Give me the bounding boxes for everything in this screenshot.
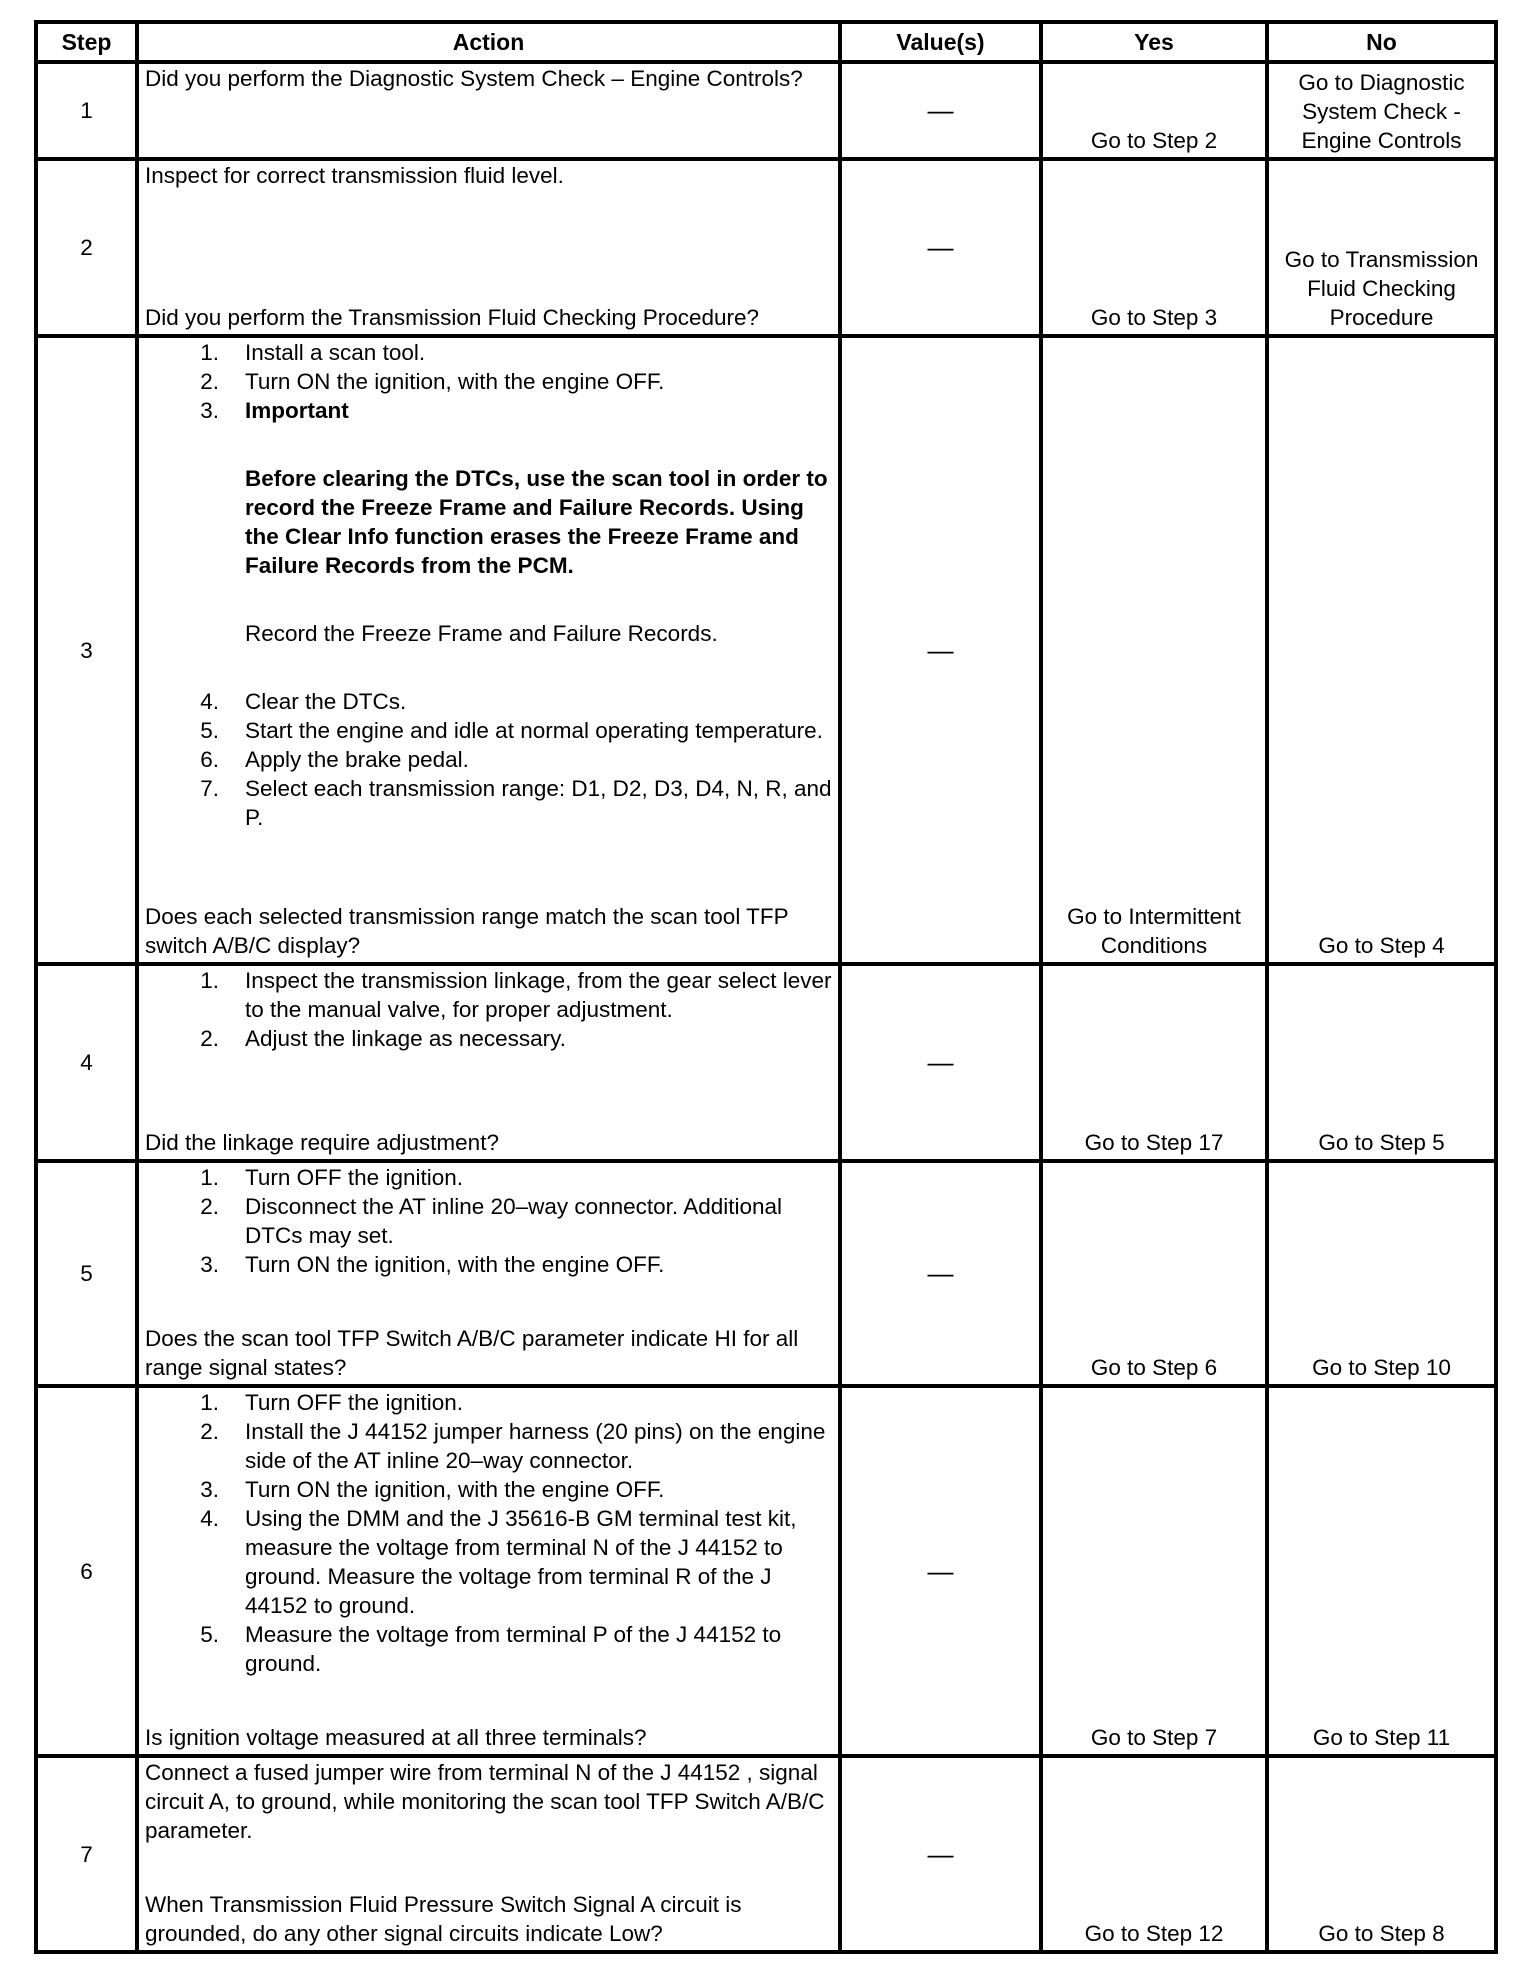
value-cell: — (840, 159, 1041, 336)
step-number: 6 (36, 1386, 137, 1756)
list-item: 1. Turn OFF the ignition. (200, 1165, 464, 1190)
action-steps (145, 966, 834, 1053)
header-row (36, 22, 1496, 62)
no-cell: Go to Step 5 (1267, 964, 1496, 1161)
no-cell: Go to Step 11 (1267, 1386, 1496, 1756)
important-label: Important (245, 398, 349, 423)
yes-cell: Go to Step 3 (1041, 159, 1267, 336)
table-row (36, 1756, 1496, 1952)
action-cell (137, 1386, 840, 1756)
list-item: 2. Turn ON the ignition, with the engine OFF. (200, 369, 665, 394)
header-values: Value(s) (840, 22, 1041, 62)
list-item: 7. Select each transmission range: D1, D2, D3, D4, N, R, and P. (200, 776, 832, 830)
action-steps (145, 1388, 834, 1678)
list-item: 3. Turn ON the ignition, with the engine OFF. (200, 1252, 665, 1277)
list-item: 5. Start the engine and idle at normal operating temperature. (200, 718, 823, 743)
value-cell: — (840, 1756, 1041, 1952)
table-row (36, 1386, 1496, 1756)
step-number: 3 (36, 336, 137, 964)
header-action: Action (137, 22, 840, 62)
diagnostic-table (34, 20, 1498, 1954)
list-item: 2. Install the J 44152 jumper harness (20 pins) on the engine side of the AT inline 20–way connector. (200, 1419, 826, 1473)
value-cell: — (840, 336, 1041, 964)
yes-cell: Go to Step 6 (1041, 1161, 1267, 1386)
list-item: 1. Turn OFF the ignition. (200, 1390, 464, 1415)
action-cell (137, 1161, 840, 1386)
action-question: Did you perform the Diagnostic System Check – Engine Controls? (145, 66, 803, 91)
action-question: Does each selected transmission range match the scan tool TFP switch A/B/C display? (145, 904, 789, 958)
no-cell: Go to Step 4 (1267, 336, 1496, 964)
action-question: Does the scan tool TFP Switch A/B/C parameter indicate HI for all range signal states? (145, 1326, 799, 1380)
header-yes: Yes (1041, 22, 1267, 62)
action-steps (145, 1163, 834, 1279)
list-item: 1. Inspect the transmission linkage, from the gear select lever to the manual valve, for proper adjustment. (200, 968, 832, 1022)
action-cell (137, 964, 840, 1161)
action-cell (137, 336, 840, 964)
table-row (36, 336, 1496, 964)
table-row (36, 62, 1496, 159)
yes-cell: Go to Step 17 (1041, 964, 1267, 1161)
table-row (36, 159, 1496, 336)
step-number: 2 (36, 159, 137, 336)
no-cell: Go to Transmission Fluid Checking Procedure (1267, 159, 1496, 336)
action-intro: Connect a fused jumper wire from terminal N of the J 44152 , signal circuit A, to ground, while monitoring the scan tool TFP Switch A/B/C parameter. (145, 1760, 825, 1843)
header-no: No (1267, 22, 1496, 62)
value-cell: — (840, 62, 1041, 159)
no-cell: Go to Step 10 (1267, 1161, 1496, 1386)
list-item: 4. Clear the DTCs. (200, 689, 407, 714)
list-item: 2. Disconnect the AT inline 20–way connector. Additional DTCs may set. (200, 1194, 783, 1248)
record-note: Record the Freeze Frame and Failure Records. (245, 621, 718, 646)
step-number: 1 (36, 62, 137, 159)
table-row (36, 1161, 1496, 1386)
yes-cell: Go to Step 2 (1041, 62, 1267, 159)
action-question: Did you perform the Transmission Fluid Checking Procedure? (145, 305, 760, 330)
value-cell: — (840, 1386, 1041, 1756)
step-number: 4 (36, 964, 137, 1161)
action-question: Is ignition voltage measured at all three terminals? (145, 1725, 647, 1750)
yes-cell: Go to Intermittent Conditions (1041, 336, 1267, 964)
list-item: 6. Apply the brake pedal. (200, 747, 469, 772)
list-item: 2. Adjust the linkage as necessary. (200, 1026, 567, 1051)
list-item: 1. Install a scan tool. (200, 340, 426, 365)
header-step: Step (36, 22, 137, 62)
yes-cell: Go to Step 12 (1041, 1756, 1267, 1952)
action-question: When Transmission Fluid Pressure Switch Signal A circuit is grounded, do any other signal circuits indicate Low? (145, 1892, 742, 1946)
yes-cell: Go to Step 7 (1041, 1386, 1267, 1756)
step-number: 5 (36, 1161, 137, 1386)
list-item: 3. Important Before clearing the DTCs, use the scan tool in order to record the Freeze Frame and Failure Records. Using the Clear Info function erases the Freeze Frame and Failure Records from the PCM. Record the Freeze Frame and Failure Records. (145, 396, 834, 687)
table-row (36, 964, 1496, 1161)
action-cell (137, 159, 840, 336)
no-cell: Go to Step 8 (1267, 1756, 1496, 1952)
important-note: Before clearing the DTCs, use the scan tool in order to record the Freeze Frame and Failure Records. Using the Clear Info function erases the Freeze Frame and Failure Records from the PCM. (245, 466, 828, 578)
value-cell: — (840, 1161, 1041, 1386)
list-item: 5. Measure the voltage from terminal P of the J 44152 to ground. (200, 1622, 782, 1676)
value-cell: — (840, 964, 1041, 1161)
step-number: 7 (36, 1756, 137, 1952)
action-question: Did the linkage require adjustment? (145, 1130, 499, 1155)
action-intro: Inspect for correct transmission fluid level. (145, 163, 564, 188)
action-cell (137, 62, 840, 159)
list-item: 4. Using the DMM and the J 35616-B GM terminal test kit, measure the voltage from terminal N of the J 44152 to ground. Measure the voltage from terminal R of the J 44152 to ground. (200, 1506, 797, 1618)
action-cell (137, 1756, 840, 1952)
list-item: 3. Turn ON the ignition, with the engine OFF. (200, 1477, 665, 1502)
no-cell: Go to Diagnostic System Check - Engine Controls (1267, 62, 1496, 159)
action-steps (145, 338, 834, 832)
